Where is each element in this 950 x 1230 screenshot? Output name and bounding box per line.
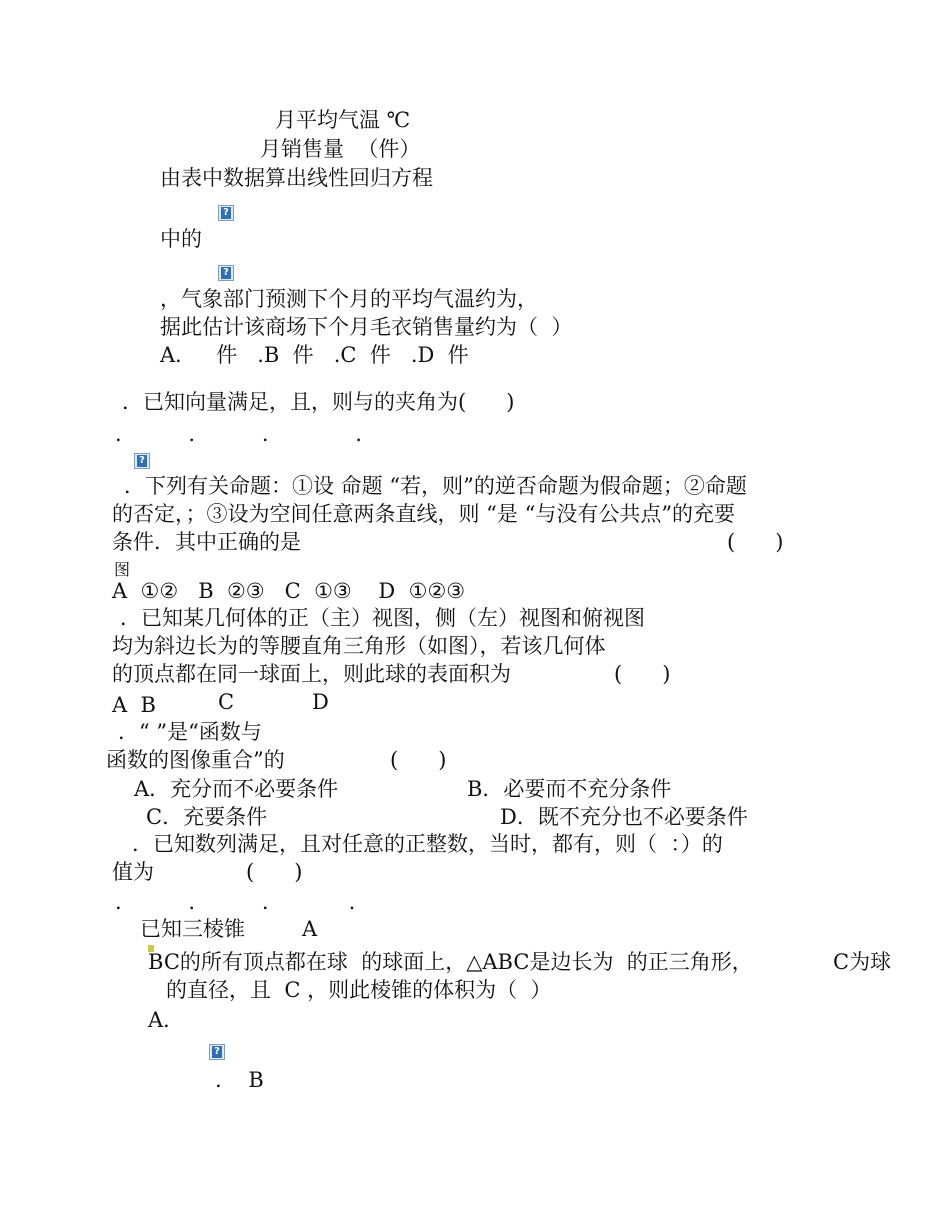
question-text: 据此估计该商场下个月毛衣销售量约为（ ）	[160, 315, 573, 339]
question-text: 函数的图像重合”的	[106, 748, 285, 772]
question-text: 由表中数据算出线性回归方程	[160, 166, 433, 190]
figure-label: 图	[114, 560, 131, 579]
question-text: 的直径，且 C ，则此棱锥的体积为（ ）	[166, 978, 552, 1002]
question-text: ，气象部门预测下个月的平均气温约为，	[160, 287, 538, 311]
answer-options: A．	[148, 1008, 185, 1032]
question-text: ．已知某几何体的正（主）视图，侧（左）视图和俯视图	[120, 606, 645, 630]
answer-options: A ①② B ②③ C ①③ D ①②③	[112, 579, 466, 603]
answer-option-a: A．充分而不必要条件	[134, 777, 339, 801]
question-text: ．已知数列满足，且对任意的正整数，当时，都有，则（ ：）的	[132, 832, 723, 856]
answer-bracket: ( )	[727, 530, 784, 554]
answer-options: D	[312, 690, 329, 714]
question-text: 中的	[160, 227, 202, 251]
question-text: A	[302, 917, 318, 941]
answer-option-b: B．必要而不充分条件	[467, 777, 672, 801]
broken-image-icon	[134, 453, 150, 469]
answer-bracket: ( )	[614, 662, 671, 686]
question-text: 的顶点都在同一球面上，则此球的表面积为	[112, 662, 511, 686]
answer-option-c: C．充要条件	[146, 805, 268, 829]
answer-options: A B	[112, 693, 156, 717]
question-text: 值为	[112, 860, 154, 884]
question-text: ．“ ”是“函数与	[118, 720, 262, 744]
answer-options: . B	[215, 1068, 264, 1092]
answer-bracket: ( )	[390, 748, 447, 772]
broken-image-icon	[209, 1044, 225, 1060]
broken-image-icon	[218, 265, 234, 281]
question-text: ．已知向量满足，且，则与的夹角为( )	[122, 390, 515, 414]
answer-option-d: D．既不充分也不必要条件	[500, 805, 748, 829]
question-text: C为球	[833, 950, 892, 974]
answer-options: . . . .	[115, 422, 362, 446]
table-row-sales: 月销售量 （件）	[260, 137, 421, 161]
question-text: 均为斜边长为的等腰直角三角形（如图），若该几何体	[112, 634, 606, 658]
broken-image-icon	[218, 205, 234, 221]
question-text: 已知三棱锥	[140, 917, 245, 941]
answer-options: A． 件 .B 件 .C 件 .D 件	[160, 343, 469, 367]
question-text: BC的所有顶点都在球 的球面上，△ABC是边长为 的正三角形，	[148, 950, 753, 974]
question-text: ．下列有关命题：①设 命题 “若，则”的逆否命题为假命题；②命题	[124, 474, 747, 498]
question-text: 的否定，；③设为空间任意两条直线，则 “是 “与没有公共点”的充要	[112, 502, 736, 526]
table-row-temperature: 月平均气温 ℃	[275, 108, 411, 132]
question-text: 条件．其中正确的是	[112, 530, 301, 554]
answer-options: . . . .	[115, 890, 356, 914]
answer-options: C	[218, 690, 235, 714]
answer-bracket: ( )	[246, 860, 303, 884]
